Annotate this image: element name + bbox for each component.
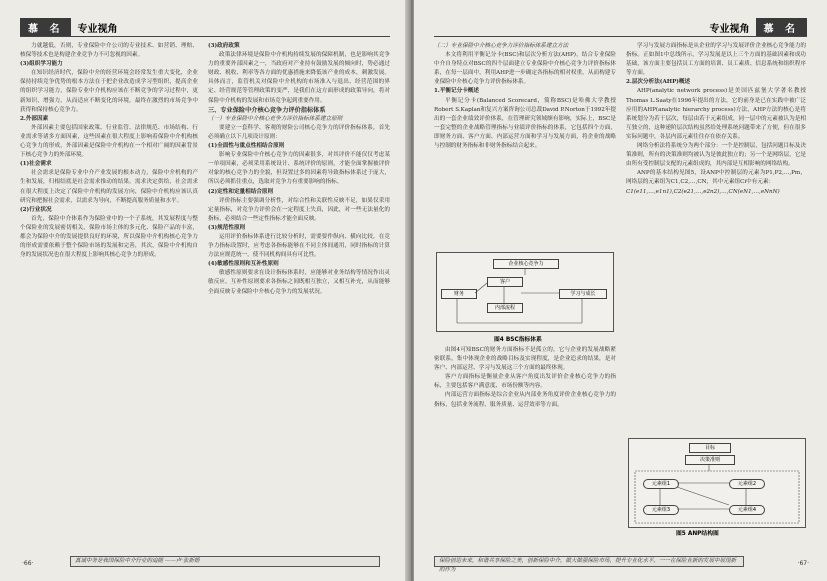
subheading: 2.外部因素 [20, 115, 49, 122]
header-section: 专业视角 [709, 23, 750, 35]
paragraph: 网络分析法将系统分为两个部分：一个是控制层，包括问题目标及决策准则，所有的决策准则均被认为是彼此独立的；另一个是网络层，它是由所有受控制层支配的元素组成的，其内部是互相影响的网络结构。 [626, 143, 806, 168]
paragraph: 力就越低，否则，专业保险中介公司的专业技术、如营销、理赔、核保等技术也是构建企业竞争力不可忽视的因素。 [20, 43, 198, 59]
anp-connectors [629, 439, 805, 527]
footer-banner: 真诚中务是我国保险中介行业的追随 ——卢·张新婚 [70, 556, 380, 567]
header-section: 专业视角 [77, 23, 118, 35]
anp-box-group-3: 元素组3 [643, 505, 679, 515]
paragraph: 要建立一套科学、客观的财险公司核心竞争力的评价指标体系，首先必须确立以下几项设计原则： [208, 124, 390, 140]
paragraph: 客户方面指标是衡量企业从客户角度出发评价企业核心竞争力的指标，主要包括客户满意度、市场份额等内容。 [434, 374, 616, 390]
header-tag: 慕 名 [20, 18, 71, 37]
figure-caption: 图4 BSC指标体系 [494, 337, 542, 343]
right-column-1 [434, 42, 616, 151]
footer-banner: 保险创造未来，和谐共享保险之美，创新保险中介，做大做强保险市场，提升专业化水平，一一在保险业新的发展中展现新的作为 [434, 556, 744, 567]
header-tag: 慕 名 [756, 18, 807, 37]
diagram-connectors [437, 253, 613, 331]
anp-box-group-1: 元素组1 [643, 479, 679, 489]
left-header [20, 18, 117, 36]
paragraph: 社会需求是保险专业中介产业发展的根本动力，保险中介机构的产生和发展，归根结底是社会需求推动的结果。需求决定供给，社会需求在很大程度上决定了保险中介机构的发展方向，保险中介机构应该认真研究和把握社会需求，以需求为导向，不断提高服务质量和水平。 [20, 170, 198, 204]
diagram-box-customer: 客户 [487, 277, 523, 287]
paragraph: 评价指标主要强调分析性，对综合性和关联性反映不足，如果仅采用定量指标，对竞争力评价会在一定程度上失真，因此，对一些无法量化的指标，必须结合一些定性指标才能全面反映。 [208, 197, 390, 222]
subheading: 1.平衡记分卡概述 [434, 88, 479, 95]
subheading: (2)定性和定量相结合原则 [208, 188, 274, 195]
paragraph: 平衡记分卡(Balanced Scorecard，简称BSC)是哈佛大学教授Robert S.Kaplan和复兴方案咨询公司总裁David P.Norton于1992年提出的一套企业绩效评价体系，在管理研究领域颇有影响，实际上，BSC是一套完整的企业战略管理指标与业绩评价指标的体系，它包括四个方面，即财务方面、客户方面、内部运营方面和学习与发展方面，将企业的战略与控制的财务指标和非财务指标结合起来。 [434, 97, 616, 150]
paragraph: 运用评价指标体系进行比较分析时，需要要作纵向、横向比较，在竞争力指标设置时，应考虑各指标能够在不同主体间通用，同时指标的计算方法应规范统一，使不同机构间具有可比性。 [208, 233, 390, 259]
paragraph: AHP(analytic network process)是美国匹兹堡大学著名教授Thomas L.Saaty在1996年提出的方法，它的前身是已在实践中被广泛应用的AHP(analytic hierarchy process)方法，AHP方法的核心是将系统划分为若干层次，每层由若干元素组成，同一层中的元素被认为是相互独立的，这种递阶层次结构虽然给处理系统问题带来了方便，但在很多实际问题中，各层内部元素往往存在依存关系。 [626, 88, 806, 140]
subheading: (2)行业状况 [20, 206, 52, 213]
paragraph: ANP的基本结构见图5，设ANP中控制层的元素为P1,P2,…,Pm，网络层的元素组为C1,C2,…,CN，其中元素组Ci中有元素： [626, 170, 806, 186]
equation: C1(e11,…,e1n1),C2(e21,…,e2n2),…,CN(eN1,…,eNnN) [626, 188, 780, 195]
diagram-top-box: 企业核心竞争力 [493, 259, 559, 269]
subsection-title: （一）专业保险中介核心竞争力评价指标体系建立原则 [208, 115, 343, 122]
paragraph: 由图4可知BSC的财务方面指标不是孤立的，它与企业的发展战略紧密联系，集中体现企业的战略目标及实现程度，是企业追求的结果，是对客户、内部运营、学习与发展这三个方面的最终体现。 [434, 347, 616, 372]
diagram-box-finance: 财务 [441, 289, 477, 299]
header-rule [20, 36, 390, 37]
figure-caption: 图5 ANP结构图 [676, 531, 719, 537]
right-page [414, 0, 827, 581]
bsc-diagram [436, 252, 614, 332]
anp-box-group-2: 元素组2 [729, 479, 765, 489]
paragraph: 本文将利用平衡记分卡(BSC)和层次分析方法(AHP)，结合专业保险中介自身特点对BSC的四个层面建立专业保险中介核心竞争力评价指标体系，在每一层面中，利用AHP进一步确定各指标的相对权重，从而构建专业保险中介核心竞争力评价指标体系。 [434, 52, 616, 86]
subheading: (1)社会需求 [20, 161, 52, 168]
paragraph: 外部因素主要包括国家政策、行业监管、法律规范、市场结构、行业需求等诸多方面因素，这些因素在很大程度上影响着保险中介机构核心竞争力的形成，外部因素是保险中介机构在一个相对广阔的因素背景下核心竞争力的外部环境。 [20, 124, 198, 159]
subheading: (3)规范性原则 [208, 224, 246, 231]
anp-diagram [628, 438, 806, 528]
right-column-1b [434, 346, 616, 410]
paragraph: 敏感性原则要求在设计指标体系时，应能够对业务结构等情况作出灵敏反应，互补性原则要求各指标之间既相互独立，又相互补充，从而能够全面反映专业保险中介核心竞争力的发展状况。 [208, 270, 390, 295]
paragraph: 在知识经济时代，保险中介的经营环境会经常发生重大变化，企业保持持续竞争优势的根本方法在于把企业改造成学习型组织，提高企业的组织学习能力，保险专业中介机构应该在不断竞争的学习过程中，更新知识，增强力，从而适应不断变化的环境，最终在激烈的市场竞争中获得和保持核心竞争力。 [20, 70, 198, 113]
page-number: ·66· [22, 560, 34, 567]
subheading: 2.层次分析法(AHP)概述 [626, 79, 691, 86]
section-title: 三、专业保险中介核心竞争力评价指标体系 [208, 106, 326, 114]
subheading: (4)敏感性原则和互补性原则 [208, 261, 279, 268]
right-header [710, 18, 807, 36]
paragraph: 学习与发展方面指标是从企业的学习与发展评价企业核心竞争能力的指标。正如图1中总线所示，学习发展是以上三个方面的基础因素和成功基础，该方面主要包括员工方面的培训、员工素质、信息系统和组织程序等方面。 [626, 43, 806, 77]
subheading: (3)组织学习能力 [20, 61, 63, 68]
left-column-1 [20, 42, 198, 260]
paragraph: 首先，保险中介体系作为保险业中的一个子系统，其发展程度与整个保险业的发展密切相关，保险市场主体的多元化、保险产品的丰富，都会为保险中介的发展提供良好的环境，所以保险中介机构核心竞争力的形成需要依赖于整个保险市场的发展和完善，其次，保险中介机构自身的发展状况也在很大程度上影响其核心竞争力的形成。 [20, 215, 198, 259]
anp-box-group-4: 元素组4 [729, 505, 765, 515]
header-rule [434, 36, 807, 37]
subsection-title: （二）专业保险中介核心竞争力评价指标体系建立方法 [434, 43, 569, 49]
left-column-2 [208, 42, 390, 297]
left-page [0, 0, 410, 581]
diagram-box-process: 内部流程 [487, 303, 523, 313]
paragraph: 政策法律环境是保险中介机构持续发展的保障机制，也是影响其竞争力的重要外部因素之一，当政府对产业持有鼓励发展的倾向时，势必通过财政、税收、利率等各方面的优惠措施来降低该产业的成本，刺激发展。具体而言，监管机关对保险中介机构的市场准入与退出、经营范围的界定、经营规范等管理政策的变严，是我们在这方面形成的政策导向，将对保险中介机构的发展和市场竞争起到重要作用。 [208, 52, 390, 104]
paragraph: 影响专业保险中介核心竞争力的因素很多，对其评价不能仅仅考虑某一单项因素，必须采用系统设计、系统评价的原则，才能全面掌握被评价对象的核心竞争力的全貌，但设置过多的因素将导致指标体系过于庞大，所以必须抓住重点，选取对竞争力有重要影响的指标。 [208, 152, 390, 186]
anp-box-goal: 目标 [689, 443, 731, 453]
subheading: (3)政府政策 [208, 43, 240, 49]
subheading: (1)全面性与重点性相结合原则 [208, 143, 285, 150]
diagram-box-learning: 学习与成长 [559, 289, 607, 299]
anp-box-criteria: 决策准则 [685, 455, 735, 465]
right-column-2 [626, 42, 806, 197]
page-number: ·67· [797, 560, 809, 567]
paragraph: 内部运营方面指标是综合企业从内部业务角度评价企业核心竞争力的指标，包括业务流程、服务质量、运营效率等方面。 [434, 392, 616, 408]
